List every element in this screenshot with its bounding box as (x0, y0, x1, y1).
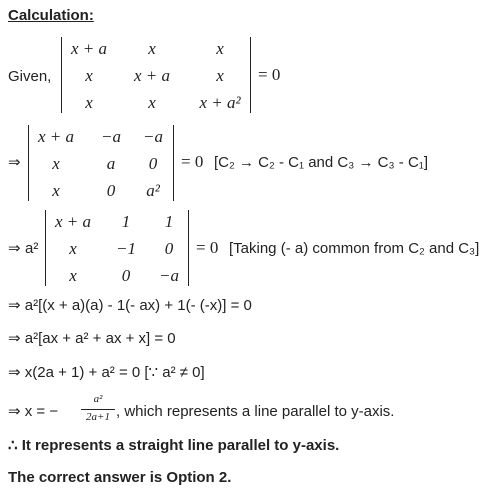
matrix-cell: x (85, 66, 93, 85)
matrix-cell: 0 (121, 266, 131, 285)
matrix-cell: 1 (164, 212, 174, 231)
matrix-cell: x (216, 66, 224, 85)
matrix-cell: x (148, 93, 156, 112)
matrix-cell: 0 (148, 154, 158, 173)
matrix-cell: x + a (54, 212, 92, 231)
simplify-line: ⇒ a²[ax + a² + ax + x] = 0 (8, 330, 176, 347)
conclusion: ∴ It represents a straight line parallel to y-axis. (8, 437, 340, 454)
matrix-cell: x + a² (199, 93, 241, 112)
matrix-cell: 0 (164, 239, 174, 258)
matrix-cell: a (106, 154, 116, 173)
matrix-cell: 0 (106, 181, 116, 200)
matrix-cell: x (52, 181, 60, 200)
matrix-cell: a² (146, 181, 160, 200)
matrix-cell: 1 (121, 212, 131, 231)
matrix-cell: −a (159, 266, 179, 285)
common-factor-note: [Taking (- a) common from C₂ and C₃] (229, 240, 480, 257)
det3-equals: = 0 (196, 238, 219, 257)
matrix-cell: x (148, 39, 156, 58)
solution-prefix: ⇒ x = − (8, 403, 59, 420)
heading: Calculation: (8, 7, 94, 24)
matrix-cell: x (85, 93, 93, 112)
matrix-cell: −a (101, 127, 121, 146)
column-operation-note: [C₂ → C₂ - C₁ and C₃ → C₃ - C₁] (214, 154, 429, 171)
det3-left-bar (45, 210, 46, 286)
correct-answer: The correct answer is Option 2. (8, 469, 232, 486)
fraction-denominator: 2a+1 (86, 411, 110, 423)
given-label: Given, (8, 68, 52, 85)
det1-equals: = 0 (258, 65, 281, 84)
matrix-cell: x (52, 154, 60, 173)
arrow-3: ⇒ (8, 240, 21, 257)
matrix-cell: x (216, 39, 224, 58)
fraction-bar (81, 409, 115, 410)
equation-line: ⇒ x(2a + 1) + a² = 0 [∵ a² ≠ 0] (8, 364, 205, 381)
matrix-cell: x + a (133, 66, 171, 85)
matrix-cell: x (69, 239, 77, 258)
det2-left-bar (28, 125, 29, 201)
a-squared-factor: a² (25, 240, 39, 257)
matrix-cell: x + a (37, 127, 75, 146)
matrix-cell: −1 (116, 239, 136, 258)
det2-equals: = 0 (181, 152, 204, 171)
expansion-line: ⇒ a²[(x + a)(a) - 1(- ax) + 1(- (-x)] = 0 (8, 297, 252, 314)
solution-suffix: , which represents a line parallel to y-axis. (116, 403, 395, 420)
arrow-2: ⇒ (8, 154, 21, 171)
fraction-numerator: a² (93, 393, 103, 405)
matrix-cell: x (69, 266, 77, 285)
matrix-cell: x + a (70, 39, 108, 58)
matrix-cell: −a (143, 127, 163, 146)
